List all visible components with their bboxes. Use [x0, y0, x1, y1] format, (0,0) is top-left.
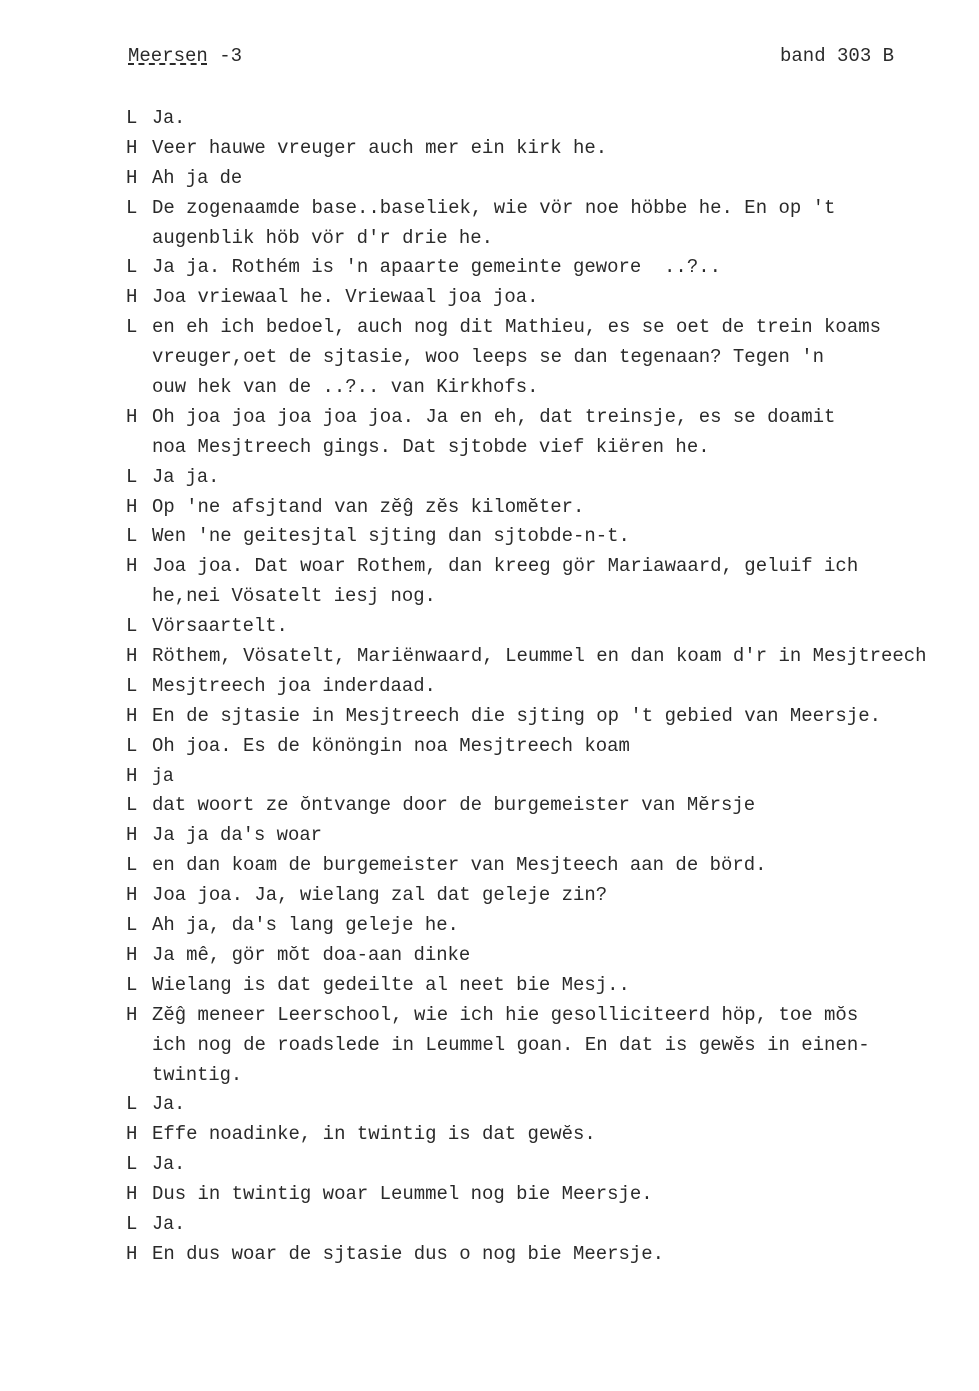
transcript-line [126, 1180, 976, 1210]
transcript-line [126, 522, 976, 552]
speaker-label: H [126, 824, 138, 847]
utterance-text: Ja ja. [152, 465, 220, 488]
utterance-text: Oh joa joa joa joa joa. Ja en eh, dat treinsje, es se doamit [152, 405, 836, 428]
speaker-label: L [126, 525, 138, 548]
transcript-continuation-line [126, 433, 976, 463]
transcript-line [126, 253, 976, 283]
transcript-line [126, 851, 976, 881]
transcript-line [126, 194, 976, 224]
transcript-line [126, 1090, 976, 1120]
transcript-line [126, 164, 976, 194]
speaker-label: H [126, 764, 138, 787]
utterance-text: Ah ja de [152, 166, 243, 189]
utterance-text: Veer hauwe vreuger auch mer ein kirk he. [152, 136, 608, 159]
place-name: Meersen [128, 45, 208, 67]
transcript-line [126, 911, 976, 941]
speaker-label: L [126, 734, 138, 757]
transcript-line [126, 672, 976, 702]
utterance-text: en eh ich bedoel, auch nog dit Mathieu, es se oet de trein koams [152, 316, 881, 339]
transcript-continuation-line [126, 373, 976, 403]
transcript-line [126, 732, 976, 762]
transcript-continuation-line [126, 224, 976, 254]
speaker-label: L [126, 674, 138, 697]
speaker-label: L [126, 854, 138, 877]
speaker-label: H [126, 405, 138, 428]
speaker-label: L [126, 615, 138, 638]
speaker-label: H [126, 136, 138, 159]
transcript-line [126, 762, 976, 792]
tape-reference: band 303 B [780, 45, 895, 67]
transcript-line [126, 403, 976, 433]
utterance-text: Op 'ne afsjtand van zĕĝ zĕs kilomĕter. [152, 495, 585, 518]
speaker-label: H [126, 495, 138, 518]
transcript-line [126, 1120, 976, 1150]
utterance-text: augenblik höb vör d'r drie he. [152, 226, 494, 249]
speaker-label: H [126, 704, 138, 727]
speaker-label: H [126, 1123, 138, 1146]
utterance-text: De zogenaamde base..baseliek, wie vör noe höbbe he. En op 't [152, 196, 836, 219]
utterance-text: Ja. [152, 1153, 186, 1176]
speaker-label: L [126, 1212, 138, 1235]
speaker-label: L [126, 107, 138, 129]
utterance-text: dat woort ze ŏntvange door de burgemeister van Mĕrsje [152, 794, 756, 817]
transcript-line [126, 881, 976, 911]
speaker-label: H [126, 1242, 138, 1265]
transcript-continuation-line [126, 343, 976, 373]
transcript-line [126, 134, 976, 164]
utterance-text: Ja. [152, 1093, 186, 1116]
transcript-line [126, 283, 976, 313]
page-number: -3 [207, 45, 243, 67]
utterance-text: ja [152, 764, 174, 787]
speaker-label: H [126, 645, 138, 668]
utterance-text: en dan koam de burgemeister van Mesjteech aan de börd. [152, 854, 767, 877]
speaker-label: H [126, 943, 138, 966]
utterance-text: he,nei Vösatelt iesj nog. [152, 585, 436, 608]
utterance-text: Ja. [152, 1212, 186, 1235]
utterance-text: Effe noadinke, in twintig is dat gewĕs. [152, 1123, 596, 1146]
speaker-label: L [126, 465, 138, 488]
speaker-label: L [126, 914, 138, 937]
utterance-text: Joa joa. Ja, wielang zal dat geleje zin? [152, 884, 608, 907]
utterance-text: En de sjtasie in Mesjtreech die sjting op 't gebied van Meersje. [152, 704, 881, 727]
utterance-text: noa Mesjtreech gings. Dat sjtobde vief kiëren he. [152, 435, 710, 458]
speaker-label: L [126, 316, 138, 339]
utterance-text: Ja ja. Rothém is 'n apaarte gemeinte gewore ..?.. [152, 256, 721, 279]
utterance-text: twintig. [152, 1063, 243, 1086]
transcript-continuation-line [126, 1031, 976, 1061]
transcript-line [126, 493, 976, 523]
speaker-label: L [126, 973, 138, 996]
utterance-text: Mesjtreech joa inderdaad. [152, 674, 436, 697]
transcript-line [126, 791, 976, 821]
transcript-line [126, 313, 976, 343]
transcript-line [126, 1240, 976, 1270]
transcript-line [126, 971, 976, 1001]
utterance-text: Ja. [152, 107, 186, 129]
utterance-text: Ah ja, da's lang geleje he. [152, 914, 459, 937]
utterance-text: Dus in twintig woar Leummel nog bie Meersje. [152, 1183, 653, 1206]
speaker-label: L [126, 1153, 138, 1176]
speaker-label: H [126, 1003, 138, 1026]
speaker-label: H [126, 1183, 138, 1206]
transcript-line [126, 1150, 976, 1180]
transcript-line [126, 702, 976, 732]
speaker-label: L [126, 1093, 138, 1116]
speaker-label: L [126, 794, 138, 817]
utterance-text: Vörsaartelt. [152, 615, 288, 638]
utterance-text: Röthem, Vösatelt, Mariënwaard, Leummel en dan koam d'r in Mesjtreech [152, 645, 927, 668]
speaker-label: H [126, 884, 138, 907]
utterance-text: Wen 'ne geitesjtal sjting dan sjtobde-n-t. [152, 525, 630, 548]
transcript-continuation-line [126, 582, 976, 612]
utterance-text: En dus woar de sjtasie dus o nog bie Meersje. [152, 1242, 665, 1265]
utterance-text: Ja mê, gör mŏt doa-aan dinke [152, 943, 471, 966]
speaker-label: L [126, 196, 138, 219]
speaker-label: H [126, 286, 138, 309]
transcript-line [126, 552, 976, 582]
utterance-text: Wielang is dat gedeilte al neet bie Mesj.. [152, 973, 630, 996]
transcript [126, 104, 976, 1270]
utterance-text: Zĕĝ meneer Leerschool, wie ich hie gesolliciteerd höp, toe mŏs [152, 1003, 859, 1026]
utterance-text: ich nog de roadslede in Leummel goan. En dat is gewĕs in einen- [152, 1033, 870, 1056]
transcript-line [126, 1001, 976, 1031]
page-header-left [128, 44, 242, 68]
speaker-label: L [126, 256, 138, 279]
utterance-text: Ja ja da's woar [152, 824, 323, 847]
transcript-line [126, 821, 976, 851]
transcript-line [126, 941, 976, 971]
transcript-line [126, 612, 976, 642]
utterance-text: vreuger,oet de sjtasie, woo leeps se dan tegenaan? Tegen 'n [152, 346, 825, 369]
transcript-line [126, 104, 976, 134]
speaker-label: H [126, 555, 138, 578]
utterance-text: Joa vriewaal he. Vriewaal joa joa. [152, 286, 539, 309]
transcript-line [126, 463, 976, 493]
transcript-line [126, 1210, 976, 1240]
transcript-continuation-line [126, 1061, 976, 1091]
speaker-label: H [126, 166, 138, 189]
utterance-text: Oh joa. Es de könöngin noa Mesjtreech koam [152, 734, 630, 757]
utterance-text: ouw hek van de ..?.. van Kirkhofs. [152, 376, 539, 399]
utterance-text: Joa joa. Dat woar Rothem, dan kreeg gör Mariawaard, geluif ich [152, 555, 859, 578]
transcript-line [126, 642, 976, 672]
